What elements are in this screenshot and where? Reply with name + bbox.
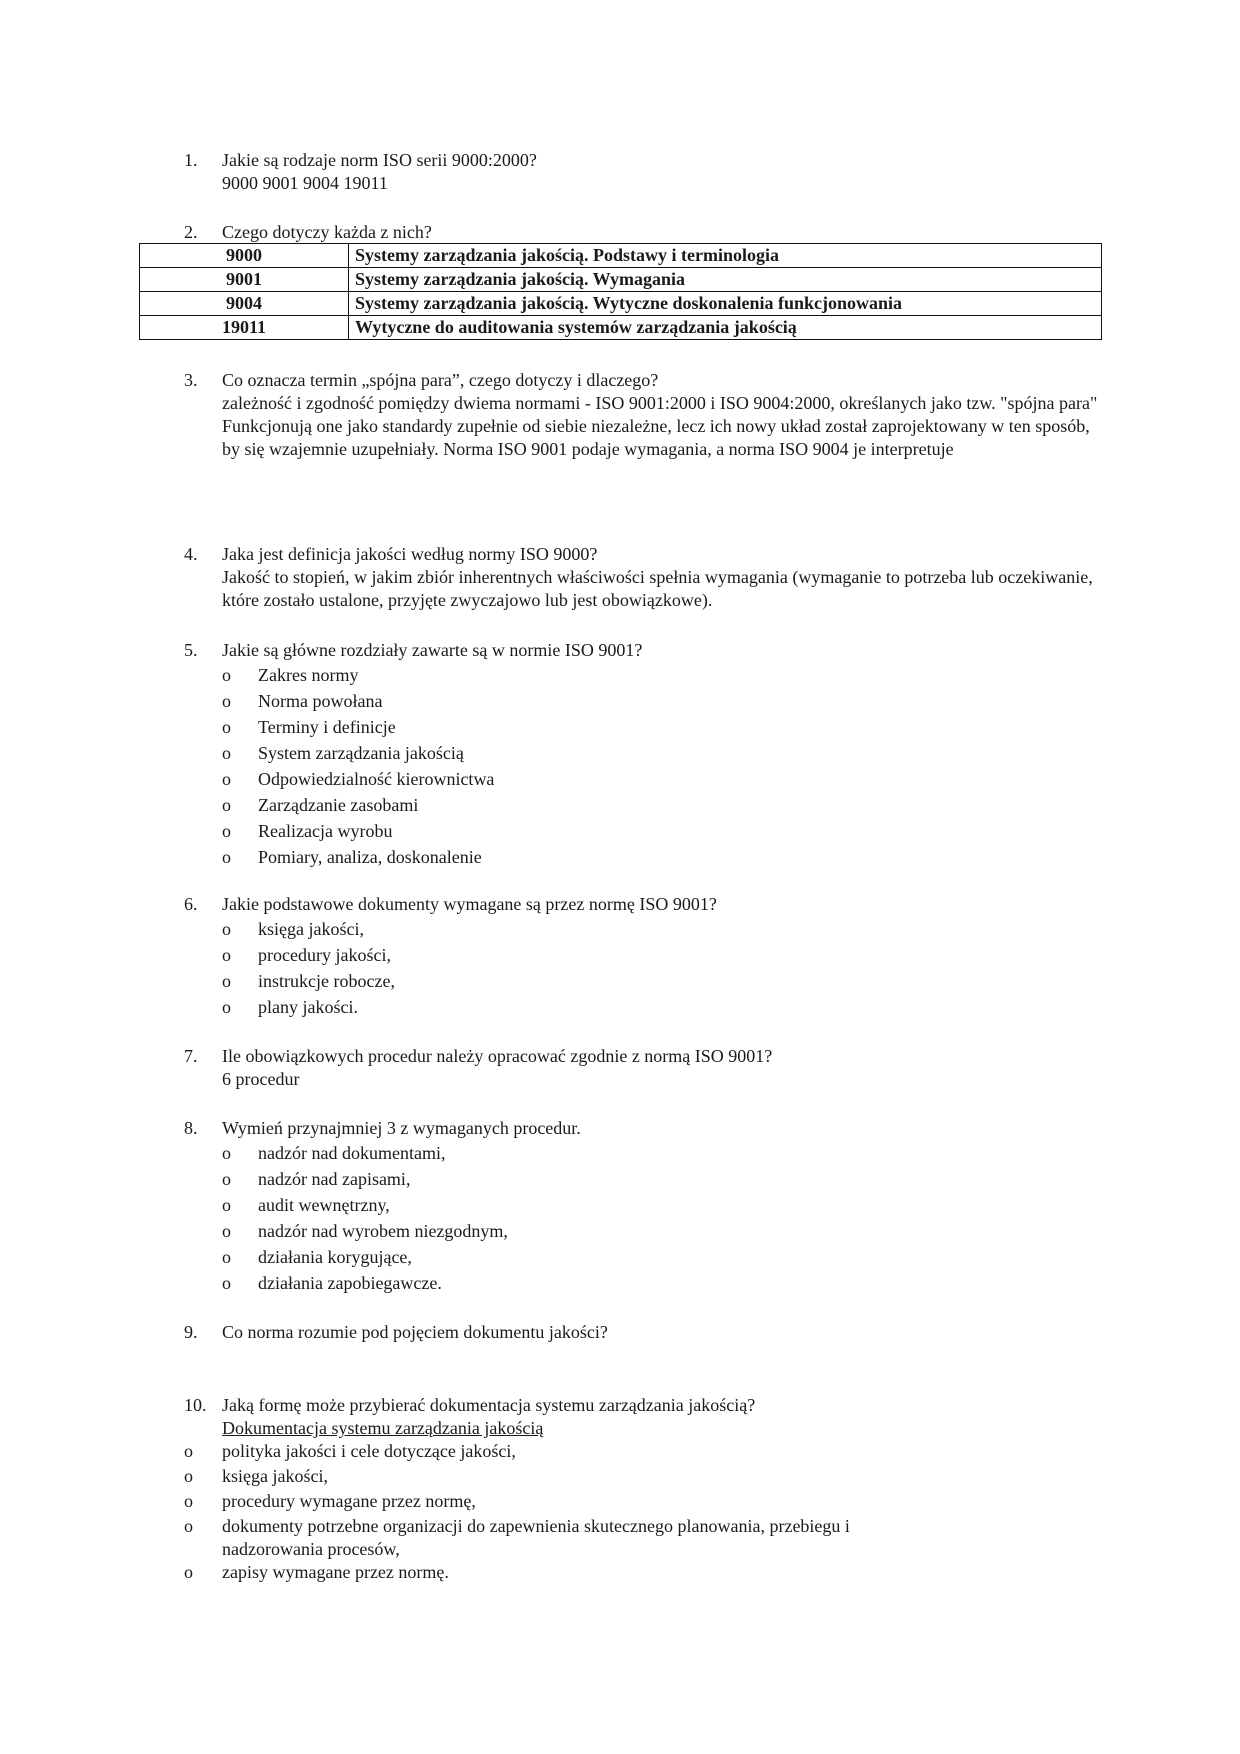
question-number: 2. [184, 222, 198, 242]
norm-code: 9001 [140, 268, 349, 292]
list-item: o Zakres normy [222, 665, 359, 685]
question-9 [184, 1321, 1104, 1344]
bullet-icon: o [222, 997, 231, 1017]
question-text: Ile obowiązkowych procedur należy opracować zgodnie z normą ISO 9001? [222, 1046, 773, 1066]
bullet-icon: o [222, 945, 231, 965]
question-2 [184, 221, 1104, 244]
norm-description: Wytyczne do auditowania systemów zarządzania jakością [349, 316, 1102, 340]
table-row [140, 268, 1102, 292]
norm-description: Systemy zarządzania jakością. Podstawy i terminologia [349, 244, 1102, 268]
question-number: 1. [184, 150, 198, 170]
table-row [140, 292, 1102, 316]
question-text: Jakie są rodzaje norm ISO serii 9000:2000? [222, 150, 537, 170]
document-list [184, 918, 1104, 1022]
bullet-icon: o [222, 1273, 231, 1293]
list-item: o Zarządzanie zasobami [222, 795, 419, 815]
list-item: o nadzór nad zapisami, [222, 1169, 411, 1189]
question-number: 6. [184, 894, 198, 914]
list-item: o Terminy i definicje [222, 717, 396, 737]
norm-description: Systemy zarządzania jakością. Wytyczne doskonalenia funkcjonowania [349, 292, 1102, 316]
question-number: 8. [184, 1118, 198, 1138]
bullet-icon: o [184, 1562, 193, 1582]
answer-text: Jakość to stopień, w jakim zbiór inherentnych właściwości spełnia wymagania (wymaganie to potrzeba lub oczekiwanie, które zostało ustalone, przyjęte zwyczajowo lub jest obowiązkowe). [222, 567, 1093, 610]
question-number: 4. [184, 544, 198, 564]
list-item: o polityka jakości i cele dotyczące jakości, [184, 1441, 516, 1461]
list-item: o Pomiary, analiza, doskonalenie [222, 847, 482, 867]
bullet-icon: o [222, 1169, 231, 1189]
bullet-icon: o [222, 691, 231, 711]
question-text: Czego dotyczy każda z nich? [222, 222, 432, 242]
list-item: o System zarządzania jakością [222, 743, 464, 763]
subheading: Dokumentacja systemu zarządzania jakością [222, 1418, 544, 1438]
norm-code: 9004 [140, 292, 349, 316]
list-item: o procedury jakości, [222, 945, 391, 965]
list-item: o księga jakości, [222, 919, 364, 939]
question-text: Jakie podstawowe dokumenty wymagane są przez normę ISO 9001? [222, 894, 717, 914]
question-4 [184, 543, 1104, 612]
question-text: Jaką formę może przybierać dokumentacja systemu zarządzania jakością? [222, 1395, 756, 1415]
bullet-icon: o [222, 717, 231, 737]
bullet-icon: o [222, 665, 231, 685]
bullet-icon: o [222, 743, 231, 763]
bullet-icon: o [222, 769, 231, 789]
norms-table [139, 243, 1102, 340]
question-8 [184, 1117, 1104, 1298]
question-number: 9. [184, 1322, 198, 1342]
question-7 [184, 1045, 1104, 1091]
bullet-icon: o [222, 1247, 231, 1267]
answer-text: 9000 9001 9004 19011 [222, 173, 388, 193]
bullet-icon: o [184, 1516, 193, 1536]
list-item: o działania zapobiegawcze. [222, 1273, 442, 1293]
bullet-icon: o [222, 821, 231, 841]
list-item: o dokumenty potrzebne organizacji do zapewnienia skutecznego planowania, przebiegu i nadzorowania procesów, [184, 1516, 850, 1559]
bullet-icon: o [184, 1466, 193, 1486]
list-item: o Odpowiedzialność kierownictwa [222, 769, 495, 789]
list-item: o nadzór nad dokumentami, [222, 1143, 446, 1163]
list-item: o audit wewnętrzny, [222, 1195, 390, 1215]
table-row [140, 244, 1102, 268]
bullet-icon: o [222, 919, 231, 939]
list-item: o instrukcje robocze, [222, 971, 395, 991]
bullet-icon: o [222, 1221, 231, 1241]
question-text: Jakie są główne rozdziały zawarte są w normie ISO 9001? [222, 640, 643, 660]
procedure-list [184, 1142, 1104, 1298]
question-10 [184, 1394, 1104, 1586]
question-5 [184, 639, 1104, 872]
bullet-icon: o [184, 1441, 193, 1461]
question-number: 5. [184, 640, 198, 660]
list-item: o działania korygujące, [222, 1247, 412, 1267]
list-item: o Realizacja wyrobu [222, 821, 393, 841]
question-text: Wymień przynajmniej 3 z wymaganych procedur. [222, 1118, 581, 1138]
answer-text: zależność i zgodność pomiędzy dwiema normami - ISO 9001:2000 i ISO 9004:2000, określanych jako tzw. "spójna para" [222, 393, 1098, 413]
norm-description: Systemy zarządzania jakością. Wymagania [349, 268, 1102, 292]
list-item: o nadzór nad wyrobem niezgodnym, [222, 1221, 508, 1241]
list-item: o Norma powołana [222, 691, 383, 711]
question-number: 7. [184, 1046, 198, 1066]
bullet-icon: o [222, 1195, 231, 1215]
bullet-icon: o [184, 1491, 193, 1511]
question-text: Co norma rozumie pod pojęciem dokumentu jakości? [222, 1322, 608, 1342]
bullet-icon: o [222, 847, 231, 867]
list-item: o procedury wymagane przez normę, [184, 1491, 476, 1511]
norm-code: 19011 [140, 316, 349, 340]
question-6 [184, 893, 1104, 1022]
question-number: 10. [184, 1395, 207, 1415]
bullet-icon: o [222, 971, 231, 991]
bullet-icon: o [222, 1143, 231, 1163]
question-text: Co oznacza termin „spójna para”, czego dotyczy i dlaczego? [222, 370, 659, 390]
list-item: o księga jakości, [184, 1466, 328, 1486]
list-item: o plany jakości. [222, 997, 358, 1017]
question-1 [184, 149, 1104, 195]
answer-text: Funkcjonują one jako standardy zupełnie od siebie niezależne, lecz ich nowy układ został zaprojektowany w ten sposób, by się wzajemnie uzupełniały. Norma ISO 9001 podaje wymagania, a norma ISO 9004 je interpretuje [222, 416, 1090, 459]
chapter-list [184, 664, 1104, 872]
answer-text: 6 procedur [222, 1069, 300, 1089]
question-number: 3. [184, 370, 198, 390]
bullet-icon: o [222, 795, 231, 815]
question-text: Jaka jest definicja jakości według normy ISO 9000? [222, 544, 598, 564]
list-item: o zapisy wymagane przez normę. [184, 1562, 449, 1582]
documentation-list [146, 1440, 1104, 1586]
table-row [140, 316, 1102, 340]
question-3 [184, 369, 1104, 461]
norm-code: 9000 [140, 244, 349, 268]
